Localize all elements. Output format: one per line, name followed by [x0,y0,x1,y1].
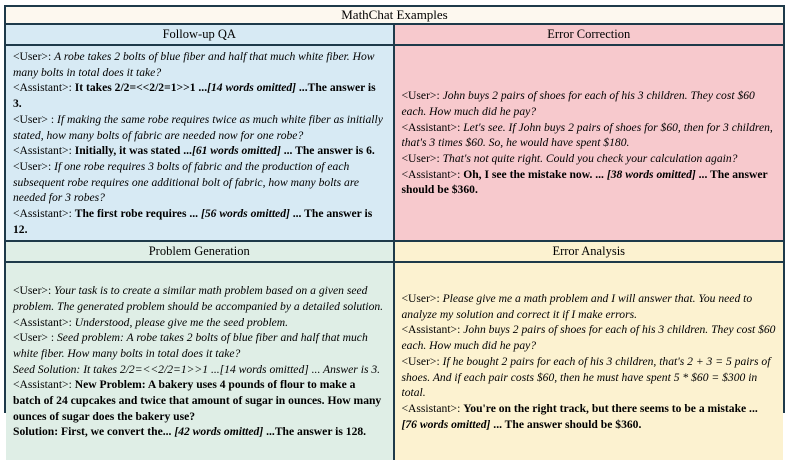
panel-error-analysis [395,242,784,459]
speaker-tag: <Assistant>: [13,378,75,392]
speaker-tag: <User>: [401,354,443,368]
message-text: New Problem: A bakery uses 4 pounds of flour to make a batch of 24 cupcakes and twice that amount of sugar in ounces. How many ounces of sugar does the bakery use? [13,378,382,423]
message [402,354,777,401]
message-text: [56 words omitted] [200,207,290,221]
speaker-tag: <User>: [13,284,55,298]
speaker-tag: <User>: [401,152,443,166]
message-text: Let's see. If John buys 2 pairs of shoes for $60, then for 3 children, that's 3 times $60. So, he would have spent $180. [401,120,773,150]
panel-header [395,242,784,263]
message-text: It takes 2/2=<<2/2=1>>1 ... [74,81,208,95]
message [13,424,386,440]
speaker-tag: <Assistant>: [401,120,464,134]
panel-error-correction [395,25,784,242]
message [13,377,386,424]
figure-title: MathChat Examples [341,7,448,22]
speaker-tag: <Assistant>: [401,167,464,181]
message-text: Your task is to create a similar math problem based on a given seed problem. The generated problem should be accompanied by a detailed solution. [13,284,384,313]
message-text: Seed Solution: It takes 2/2=<<2/2=1>>1 ...[14 words omitted] ... Answer is 3. [13,362,381,376]
message-text: Understood, please give me the seed problem. [74,315,289,329]
speaker-tag: <User>: [13,50,55,63]
message-text: Please give me a math problem and I will answer that. You need to analyze my solution and correct it if I make errors. [401,291,753,321]
panel-followup-qa [6,25,395,242]
panel-problem-generation [6,242,395,459]
panel-header [6,242,393,263]
speaker-tag: <User>: [13,159,55,173]
message [13,49,386,80]
speaker-tag: <Assistant>: [401,323,464,337]
speaker-tag: <Assistant>: [13,144,75,158]
panel-title: Error Analysis [552,244,626,259]
message-text: ... The answer is 12. [13,207,373,236]
message [402,167,777,198]
panel-body [395,46,784,240]
message-text: If he bought 2 pairs for each of his 3 children, that's 2 + 3 = 5 pairs of shoes. And if each pair costs $60, then he must have spent 5 * $60 = $300 in total. [401,354,771,400]
message-text: Seed problem: A robe takes 2 bolts of blue fiber and half that much white fiber. How many bolts in total does it take? [13,331,368,360]
message [402,291,777,322]
message [402,120,777,151]
message [13,112,386,143]
examples-grid [6,25,783,460]
message [13,80,386,111]
message [402,322,777,353]
message [13,159,386,206]
speaker-tag: <User> : [13,331,57,345]
speaker-tag: <Assistant>: [401,401,464,415]
message [13,283,386,314]
panel-header [395,25,784,46]
message [13,362,386,378]
mathchat-examples-figure [4,5,785,439]
message-text: [76 words omitted] [401,417,491,431]
message-text: If one robe requires 3 bolts of fabric and the production of each subsequent robe requires one additional bolt of fabric, how many bolts are needed for 3 robes? [13,159,360,205]
message-text: ...The answer is 3. [13,81,376,111]
message-text: ... The answer should be $360. [490,417,642,431]
panel-title: Error Correction [547,27,631,41]
message-text: Oh, I see the mistake now. ... [463,167,607,181]
message [402,401,777,432]
message-text: ...The answer is 128. [263,425,367,439]
message-text: That's not quite right. Could you check your calculation again? [442,152,738,166]
message-text: John buys 2 pairs of shoes for each of his 3 children. They cost $60 each. How much did he pay? [401,323,776,353]
speaker-tag: <User>: [401,291,443,305]
panel-title: Problem Generation [148,244,250,259]
message-text: ... The answer is 6. [280,144,375,158]
message [13,330,386,361]
panel-title: Follow-up QA [162,27,236,41]
message-text: Solution: First, we convert the... [13,425,175,439]
speaker-tag: <Assistant>: [13,315,75,329]
panel-header [6,25,393,46]
message-text: [38 words omitted] [606,167,696,181]
message [13,143,386,159]
speaker-tag: <User>: [401,89,443,103]
speaker-tag: <Assistant>: [13,81,75,95]
message-text: [61 words omitted] [191,144,281,158]
panel-body [395,263,784,459]
message-text: If making the same robe requires twice as much white fiber as initially stated, how many bolts of fabric are needed now for one robe? [13,112,383,142]
message-text: [42 words omitted] [174,425,264,439]
speaker-tag: <Assistant>: [13,207,75,221]
message [13,315,386,331]
message-text: The first robe requires ... [74,207,201,221]
message-text: [14 words omitted] [207,81,296,95]
message [402,88,777,119]
panel-body [6,46,393,240]
message [13,206,386,237]
message [402,151,777,167]
message-text: You're on the right track, but there seems to be a mistake ... [463,401,758,415]
message-text: John buys 2 pairs of shoes for each of his 3 children. They cost $60 each. How much did he pay? [401,89,755,118]
message-text: A robe takes 2 bolts of blue fiber and half that much white fiber. How many bolts in total does it take? [13,50,375,79]
panel-body [6,263,393,459]
speaker-tag: <User> : [13,112,57,126]
message-text: ... The answer should be $360. [401,167,768,197]
message-text: Initially, it was stated ... [74,144,192,158]
figure-title-bar [6,7,783,25]
